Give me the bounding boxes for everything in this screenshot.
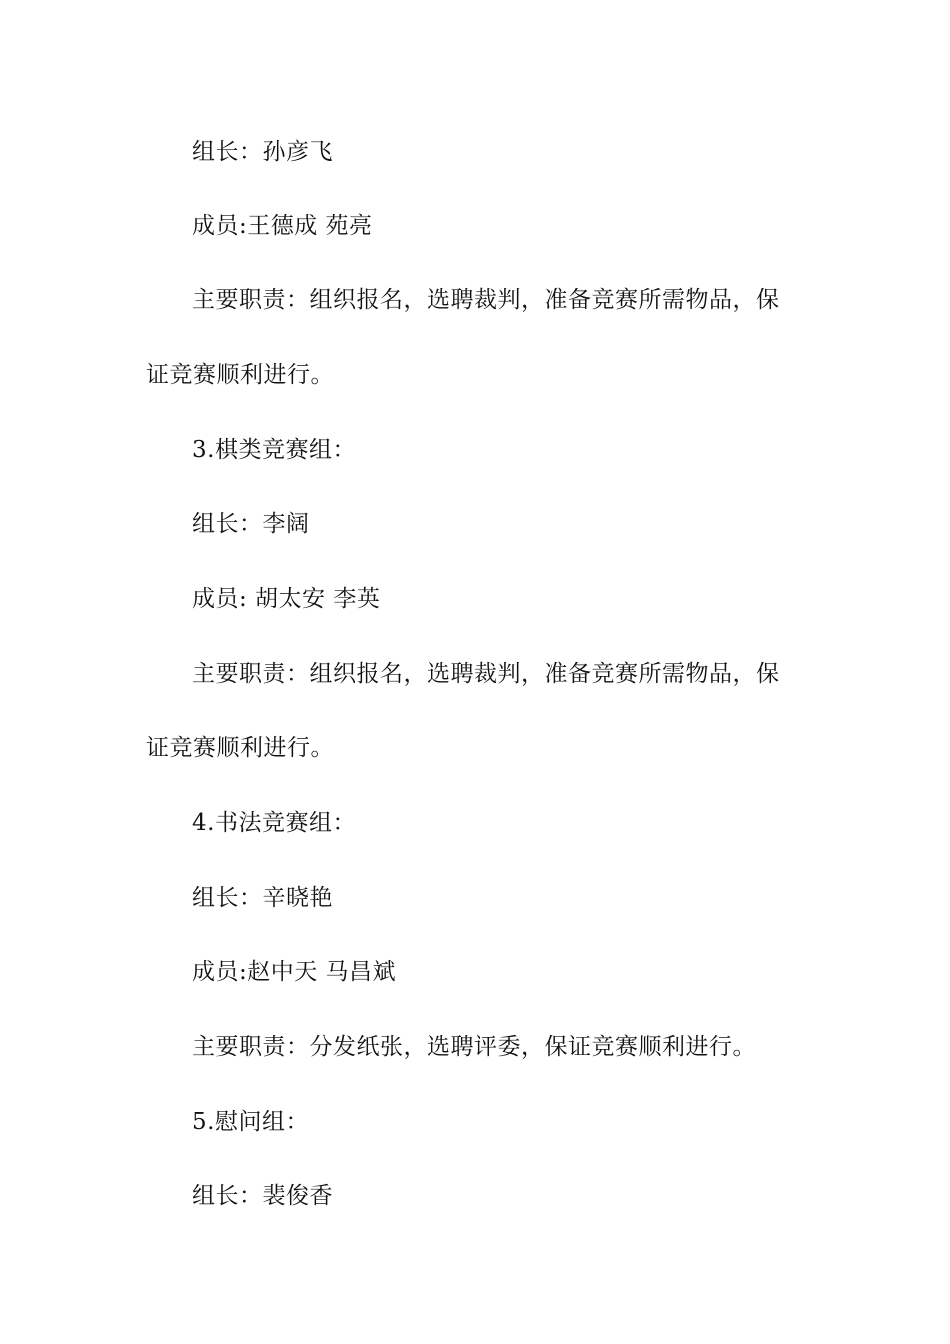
text-line: 主要职责：组织报名，选聘裁判，准备竞赛所需物品，保 <box>192 287 780 313</box>
text-line: 主要职责：分发纸张，选聘评委，保证竞赛顺利进行。 <box>192 1034 756 1060</box>
text-line: 组长：孙彦飞 <box>192 139 333 165</box>
section-heading: 4.书法竞赛组： <box>192 810 356 836</box>
text-line: 成员: 胡太安 李英 <box>192 586 381 612</box>
section-heading: 3.棋类竞赛组： <box>192 437 356 463</box>
text-line: 组长：裴俊香 <box>192 1183 333 1209</box>
text-line: 主要职责：组织报名，选聘裁判，准备竞赛所需物品，保 <box>192 661 780 687</box>
section-heading: 5.慰问组： <box>192 1109 309 1135</box>
text-line: 证竞赛顺利进行。 <box>146 362 334 388</box>
text-line: 组长：辛晓艳 <box>192 885 333 911</box>
text-line: 证竞赛顺利进行。 <box>146 735 334 761</box>
text-line: 成员:王德成 苑亮 <box>192 213 373 239</box>
text-line: 组长：李阔 <box>192 511 310 537</box>
text-line: 成员:赵中天 马昌斌 <box>192 959 397 985</box>
